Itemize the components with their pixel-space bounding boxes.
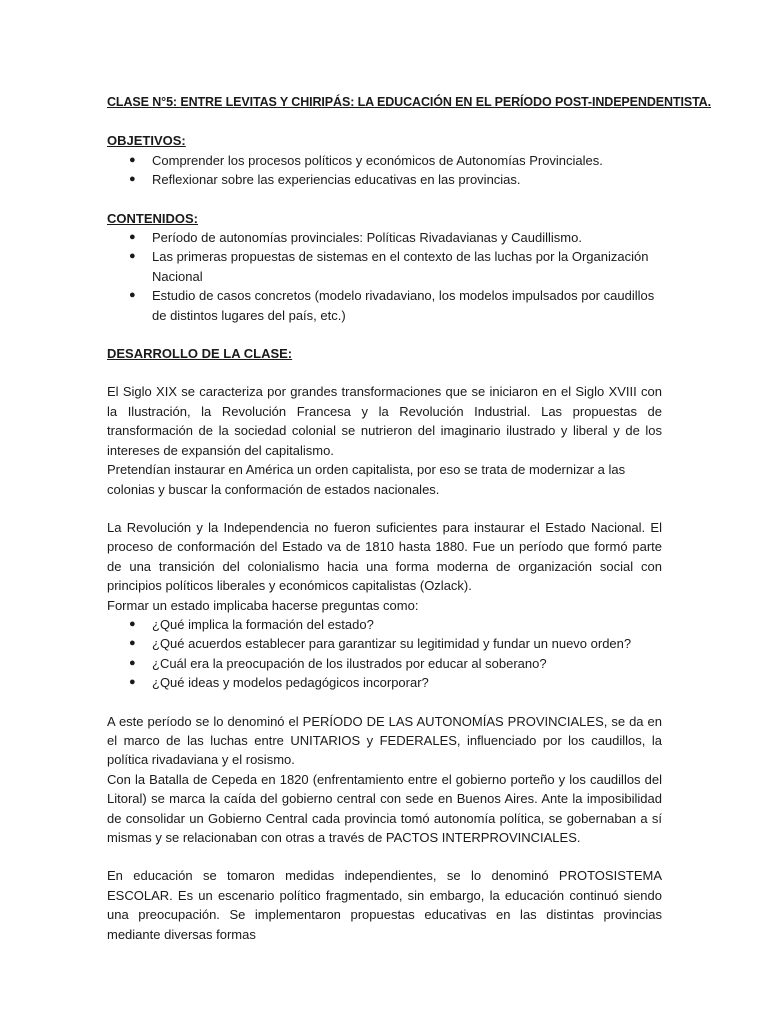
list-item: ● Comprender los procesos políticos y económicos de Autonomías Provinciales.: [107, 151, 662, 170]
desarrollo-heading: DESARROLLO DE LA CLASE:: [107, 346, 293, 362]
paragraph: El Siglo XIX se caracteriza por grandes transformaciones que se iniciaron en el Siglo XVIII con la Ilustración, la Revolución Francesa y la Revolución Industrial. Las propuestas de transformación de la sociedad colonial se nutrieron del imaginario ilustrado y liberal y de los intereses de expansión del capitalismo.: [107, 384, 662, 458]
list-item: ● Reflexionar sobre las experiencias educativas en las provincias.: [107, 170, 662, 189]
list-item: ● ¿Cuál era la preocupación de los ilustrados por educar al soberano?: [107, 654, 662, 673]
document-page: [107, 93, 711, 944]
list-item: ● Estudio de casos concretos (modelo rivadaviano, los modelos impulsados por caudillos de distintos lugares del país, etc.): [107, 286, 662, 325]
questions-list: [107, 615, 662, 693]
list-item: ● Período de autonomías provinciales: Políticas Rivadavianas y Caudillismo.: [107, 228, 662, 247]
list-item: ● ¿Qué acuerdos establecer para garantizar su legitimidad y fundar un nuevo orden?: [107, 634, 662, 653]
contenidos-list: [107, 228, 662, 325]
paragraph: A este período se lo denominó el PERÍODO DE LAS AUTONOMÍAS PROVINCIALES, se da en el marco de las luchas entre UNITARIOS y FEDERALES, influenciado por los caudillos, la política rivadaviana y el rosismo.: [107, 713, 662, 768]
list-item: ● ¿Qué implica la formación del estado?: [107, 615, 662, 634]
document-title: CLASE N°5: ENTRE LEVITAS Y CHIRIPÁS: LA EDUCACIÓN EN EL PERÍODO POST-INDEPENDENTISTA.: [107, 95, 711, 109]
objetivos-list: [107, 151, 662, 190]
list-item: ● Las primeras propuestas de sistemas en el contexto de las luchas por la Organización Nacional: [107, 247, 662, 286]
paragraph: Pretendían instaurar en América un orden capitalista, por eso se trata de modernizar a las colonias y buscar la conformación de estados nacionales.: [107, 462, 626, 497]
paragraph: Formar un estado implicaba hacerse preguntas como:: [107, 597, 419, 613]
paragraph: La Revolución y la Independencia no fueron suficientes para instaurar el Estado Nacional. El proceso de conformación del Estado va de 1810 hasta 1880. Fue un período que formó parte de una transición del colonialismo hacia una forma moderna de organización social con principios políticos liberales y económicos capitalistas (Ozlack).: [107, 519, 662, 594]
paragraph: Con la Batalla de Cepeda en 1820 (enfrentamiento entre el gobierno porteño y los caudillos del Litoral) se marca la caída del gobierno central con sede en Buenos Aires. Ante la imposibilidad de consolidar un Gobierno Central cada provincia tomó autonomía política, se gobernaban a sí mismas y se relacionaban con otras a través de PACTOS INTERPROVINCIALES.: [107, 771, 662, 845]
paragraph: En educación se tomaron medidas independientes, se lo denominó PROTOSISTEMA ESCOLAR. Es un escenario político fragmentado, sin embargo, la educación continuó siendo una preocupación. Se implementaron propuestas educativas en las distintas provincias mediante diversas formas: [107, 868, 662, 942]
list-item: ● ¿Qué ideas y modelos pedagógicos incorporar?: [107, 673, 662, 692]
objetivos-heading: OBJETIVOS:: [107, 133, 186, 149]
contenidos-heading: CONTENIDOS:: [107, 210, 198, 226]
